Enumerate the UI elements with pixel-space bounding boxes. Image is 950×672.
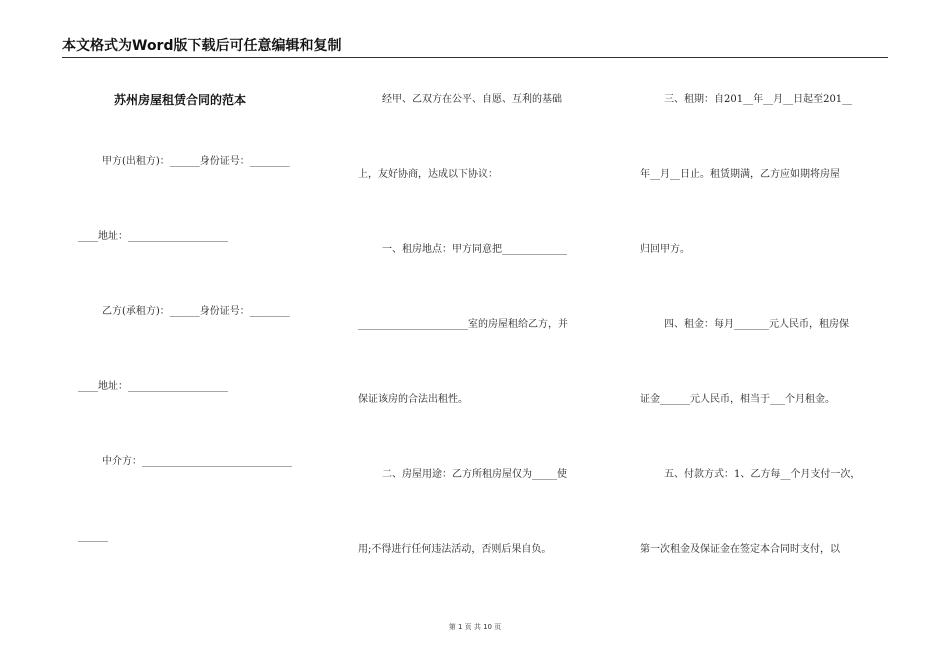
clause-3-line-2: 年__月__日止。租赁期满，乙方应如期将房屋: [640, 169, 840, 180]
party-a-line: 甲方(出租方)：______身份证号：________: [102, 156, 290, 167]
agent-line-continued: ______: [78, 531, 108, 542]
clause-5-line-2: 第一次租金及保证金在签定本合同时支付，以: [640, 544, 840, 555]
clause-5-line-1: 五、付款方式：1、乙方每__个月支付一次，: [664, 469, 861, 480]
document-title: 苏州房屋租赁合同的范本: [114, 93, 247, 107]
clause-4-line-1: 四、租金：每月_______元人民币，租房保: [664, 319, 849, 330]
middle-column: [358, 0, 608, 672]
party-b-line: 乙方(承租方)：______身份证号：________: [102, 306, 290, 317]
clause-2-line-1: 二、房屋用途：乙方所租房屋仅为_____使: [382, 469, 567, 480]
clause-1-line-2: ______________________室的房屋租给乙方，并: [358, 319, 568, 330]
party-a-address-line: ____地址：____________________: [78, 231, 228, 242]
right-column: [640, 0, 890, 672]
clause-4-line-2: 证金______元人民币，相当于___个月租金。: [640, 394, 835, 405]
preamble-line-1: 经甲、乙双方在公平、自愿、互利的基础: [382, 94, 562, 105]
clause-1-line-3: 保证该房的合法出租性。: [358, 394, 468, 405]
clause-3-line-1: 三、租期：自201__年__月__日起至201__: [664, 94, 853, 105]
header-title: 本文格式为Word版下载后可任意编辑和复制: [62, 38, 342, 54]
agent-line: 中介方：______________________________: [102, 456, 292, 467]
clause-1-line-1: 一、租房地点：甲方同意把_____________: [382, 244, 567, 255]
page-footer: 第 1 页 共 10 页: [448, 623, 502, 631]
clause-3-line-3: 归回甲方。: [640, 244, 690, 255]
left-column: [78, 0, 328, 672]
party-b-address-line: ____地址：____________________: [78, 381, 228, 392]
clause-2-line-2: 用;不得进行任何违法活动，否则后果自负。: [358, 544, 552, 555]
preamble-line-2: 上，友好协商，达成以下协议：: [358, 169, 498, 180]
